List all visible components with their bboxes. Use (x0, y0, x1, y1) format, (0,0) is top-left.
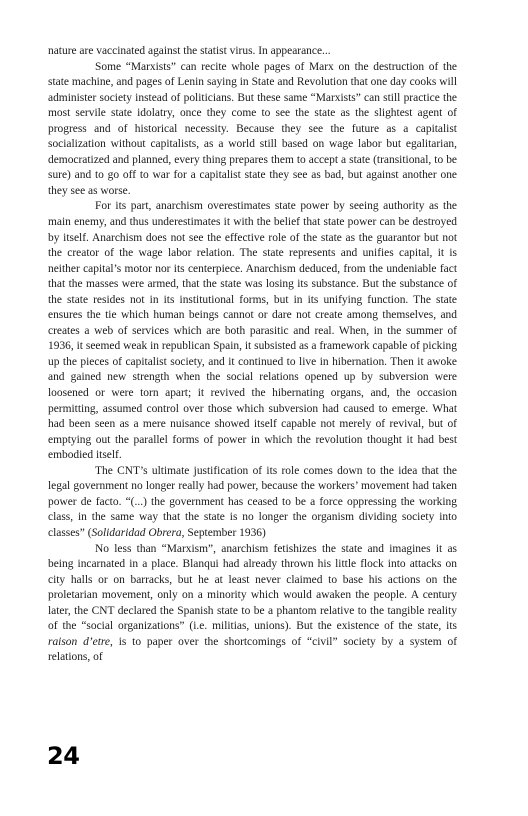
paragraph-cnt-justification (48, 464, 457, 542)
paragraph-text: , September 1936) (181, 526, 266, 539)
paragraph-text: No less than “Marxism”, anarchism fetishizes the state and imagines it as being incarnated in a place. Blanqui had already thrown his little flock into attacks on city halls or on barracks, but he at least never claimed to base his actions on the proletarian movement, only on a minority which would awaken the people. A century later, the CNT declared the Spanish state to be a phantom relative to the tangible reality of the “social organizations” (i.e. militias, unions). But the existence of the state, its (48, 542, 457, 633)
paragraph-state-fetish (48, 542, 457, 666)
page-number: 24 (47, 742, 80, 770)
paragraph-anarchism: For its part, anarchism overestimates state power by seeing authority as the main enemy, and thus underestimates it with the belief that state power can be destroyed by itself. Anarchism does not see the effective role of the state as the guarantor but not the creator of the wage labor relation. The state represents and unifies capital, it is neither capital’s motor nor its centerpiece. Anarchism deduced, from the undeniable fact that the masses were armed, that the state was losing its substance. But the substance of the state resides not in its institutional forms, but in its unifying function. The state ensures the tie which human beings cannot or dare not create among themselves, and creates a web of services which are both parasitic and real. When, in the summer of 1936, it seemed weak in republican Spain, it subsisted as a framework capable of picking up the pieces of capitalist society, and it continued to live in hibernation. Then it awoke and gained new strength when the social relations opened up by subversion were loosened or were torn apart; it revived the hibernating organs, and, the occasion permitting, assumed control over those which subversion had caused to emerge. What had been seen as a mere nuisance showed itself capable not merely of revival, but of emptying out the parallel forms of power in which the revolution thought it had best embodied itself. (48, 200, 457, 462)
citation-title: Solidaridad Obrera (91, 526, 182, 539)
paragraph-text: , is to paper over the shortcomings of “civil” society by a system of relations, of (48, 635, 458, 664)
body-text (48, 44, 457, 666)
paragraph-text: The CNT’s ultimate justification of its role comes down to the idea that the legal government no longer really had power, because the workers’ movement had taken power de facto. “(...) the government has ceased to be a force oppressing the working class, in the same way that the state is no longer the organism dividing society into classes” ( (48, 464, 457, 539)
emphasized-term: raison d’etre (48, 635, 110, 648)
paragraph-marxists: Some “Marxists” can recite whole pages of Marx on the destruction of the state machine, and pages of Lenin saying in State and Revolution that one day cooks will administer society instead of politicians. But these same “Marxists” can still practice the most servile state idolatry, once they come to see the state as the slightest agent of progress and of historical necessity. Because they see the future as a capitalist socialization without capitalists, as a world still based on wage labor but egalitarian, democratized and planned, every thing prepares them to accept a state (transitional, to be sure) and to go off to war for a capitalist state they see as bad, but against another one they see as worse. (48, 60, 457, 197)
paragraph-continuation: nature are vaccinated against the statist virus. In appearance... (48, 45, 331, 57)
